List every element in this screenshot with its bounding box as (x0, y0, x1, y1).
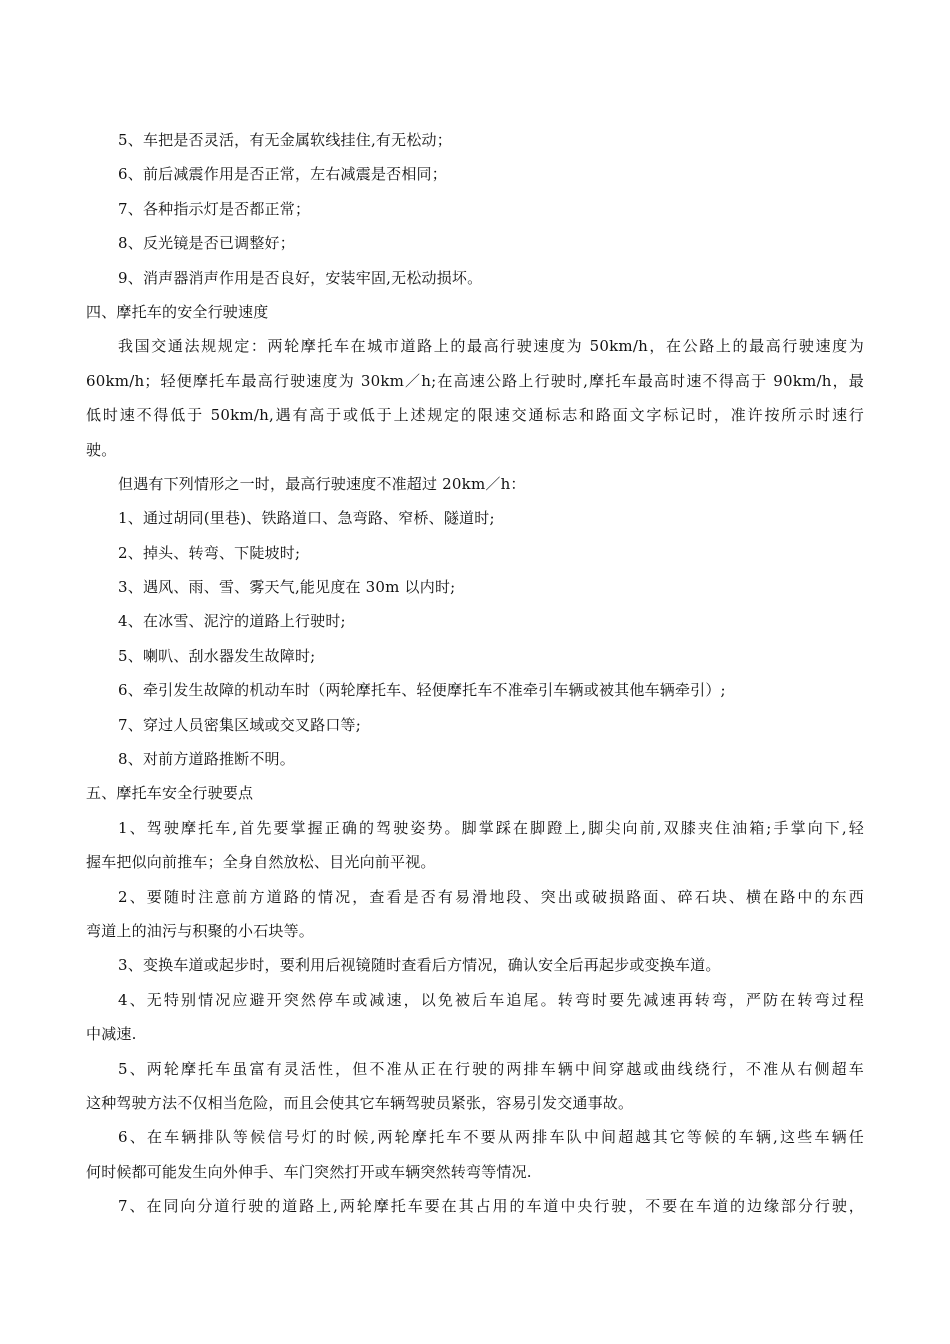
speed-limit-item-5: 5、喇叭、刮水器发生故障时; (118, 646, 316, 665)
safety-point-2-line: 2、要随时注意前方道路的情况，查看是否有易滑地段、突出或破损路面、碎石块、横在路中的东西 (118, 887, 864, 906)
document-body (86, 123, 864, 1224)
speed-rule-paragraph-line: 驶。 (86, 440, 117, 459)
section-heading-5: 五、摩托车安全行驶要点 (86, 784, 254, 803)
speed-rule-paragraph-line: 低时速不得低于 50km/h,遇有高于或低于上述规定的限速交通标志和路面文字标记时，准许按所示时速行 (86, 406, 864, 425)
safety-point-6-line: 6、在车辆排队等候信号灯的时候,两轮摩托车不要从两排车队中间超越其它等候的车辆,这些车辆任 (118, 1128, 864, 1147)
speed-limit-item-3: 3、遇风、雨、雪、雾天气,能见度在 30m 以内时; (118, 578, 456, 597)
speed-limit-item-4: 4、在冰雪、泥泞的道路上行驶时; (118, 612, 346, 631)
check-item-7: 7、各种指示灯是否都正常； (118, 199, 311, 218)
safety-point-5-line: 5、两轮摩托车虽富有灵活性，但不准从正在行驶的两排车辆中间穿越或曲线绕行，不准从右侧超车 (118, 1059, 864, 1078)
check-item-6: 6、前后减震作用是否正常，左右减震是否相同； (118, 165, 447, 184)
safety-point-5-line: 这种驾驶方法不仅相当危险，而且会使其它车辆驾驶员紧张，容易引发交通事故。 (86, 1093, 634, 1112)
speed-limit-item-6: 6、牵引发生故障的机动车时（两轮摩托车、轻便摩托车不准牵引车辆或被其他车辆牵引）; (118, 681, 726, 700)
speed-rule-paragraph-line: 60km/h；轻便摩托车最高行驶速度为 30km／h;在高速公路上行驶时,摩托车最高时速不得高于 90km/h，最 (86, 371, 864, 390)
safety-point-7-line: 7、在同向分道行驶的道路上,两轮摩托车要在其占用的车道中央行驶，不要在车道的边缘部分行驶， (118, 1197, 864, 1216)
safety-point-4-line: 4、无特别情况应避开突然停车或减速，以免被后车追尾。转弯时要先减速再转弯，严防在转弯过程 (118, 990, 864, 1009)
safety-point-1-line: 握车把似向前推车；全身自然放松、目光向前平视。 (86, 853, 436, 872)
speed-limit-item-1: 1、通过胡同(里巷)、铁路道口、急弯路、窄桥、隧道时; (118, 509, 495, 528)
check-item-8: 8、反光镜是否已调整好； (118, 234, 295, 253)
safety-point-4-line: 中减速. (86, 1025, 137, 1044)
safety-point-6-line: 何时候都可能发生向外伸手、车门突然打开或车辆突然转弯等情况. (86, 1162, 532, 1181)
check-item-9: 9、消声器消声作用是否良好，安装牢固,无松动损坏。 (118, 268, 483, 287)
speed-limit-intro: 但遇有下列情形之一时，最高行驶速度不准超过 20km／h： (118, 474, 526, 493)
speed-limit-item-7: 7、穿过人员密集区域或交叉路口等; (118, 715, 361, 734)
safety-point-2-line: 弯道上的油污与积聚的小石块等。 (86, 921, 315, 940)
speed-limit-item-8: 8、对前方道路推断不明。 (118, 750, 295, 769)
speed-limit-item-2: 2、掉头、转弯、下陡坡时; (118, 543, 301, 562)
section-heading-4: 四、摩托车的安全行驶速度 (86, 302, 269, 321)
check-item-5: 5、车把是否灵活，有无金属软线挂住,有无松动； (118, 131, 452, 149)
speed-rule-paragraph-line: 我国交通法规规定：两轮摩托车在城市道路上的最高行驶速度为 50km/h，在公路上的最高行驶速度为 (118, 337, 864, 356)
safety-point-3: 3、变换车道或起步时，要利用后视镜随时查看后方情况，确认安全后再起步或变换车道。 (118, 956, 721, 975)
safety-point-1-line: 1、驾驶摩托车,首先要掌握正确的驾驶姿势。脚掌踩在脚蹬上,脚尖向前,双膝夹住油箱;手掌向下,轻 (118, 818, 864, 837)
